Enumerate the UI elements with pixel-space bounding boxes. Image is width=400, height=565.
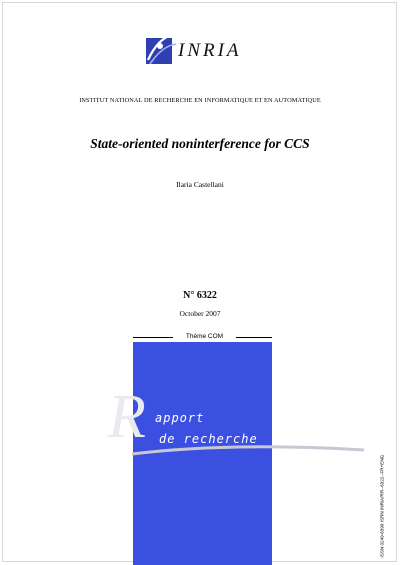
issn-isrn-vertical [377, 410, 387, 560]
author: Ilaria Castellani [176, 180, 224, 189]
institute-name: INSTITUT NATIONAL DE RECHERCHE EN INFORMATIQUE ET EN AUTOMATIQUE [79, 97, 321, 104]
rapport-r-letter: R [108, 383, 146, 451]
report-number: N° 6322 [183, 290, 217, 301]
rapport-text: apport [155, 411, 205, 425]
recherche-text: de recherche [159, 432, 258, 446]
theme-label: Thème COM [185, 333, 224, 340]
report-title: State-oriented noninterference for CCS [90, 136, 310, 151]
theme-rule-left [133, 337, 173, 338]
swoosh-line [128, 440, 368, 460]
theme-rule-right [236, 337, 272, 338]
report-date: October 2007 [179, 309, 221, 318]
logo-text: INRIA [178, 40, 242, 61]
issn-text: ISSN 0249-6399 ISRN INRIA/RR--6322--FR+ENG [379, 454, 385, 558]
